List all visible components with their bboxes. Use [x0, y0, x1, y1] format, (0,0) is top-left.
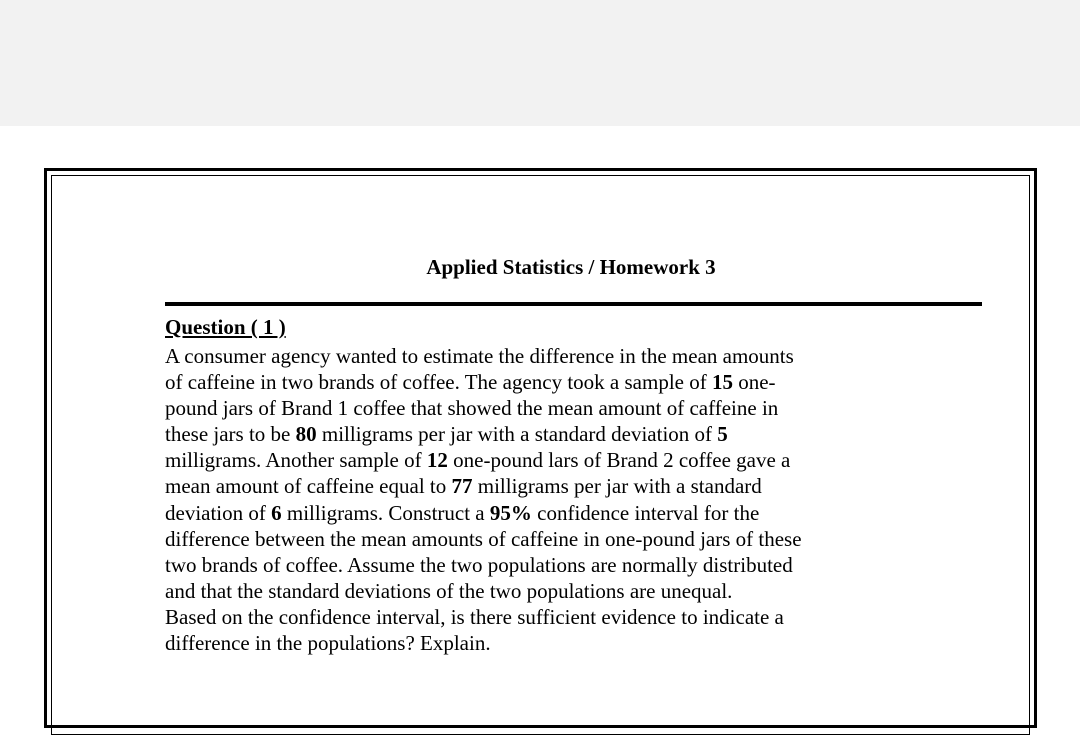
question-text: confidence interval for the [531, 500, 760, 525]
question-value: 95% [489, 500, 532, 525]
question-value: 5 [717, 422, 728, 447]
question-value: 12 [426, 448, 448, 473]
question-line [165, 500, 995, 526]
document-title: Applied Statistics / Homework 3 [426, 255, 716, 279]
question-line [165, 369, 995, 395]
question-value: 77 [451, 474, 473, 499]
question-line [165, 421, 995, 447]
question-line [165, 473, 995, 499]
question-text: Based on the confidence interval, is there sufficient evidence to indicate a [165, 604, 784, 629]
question-value: 6 [271, 500, 282, 525]
question-text: one-pound lars of Brand 2 coffee gave a [447, 448, 791, 473]
question-body [165, 343, 995, 656]
question-line [165, 447, 995, 473]
question-line [165, 395, 995, 421]
question-text: pound jars of Brand 1 coffee that showed the mean amount of caffeine in [165, 396, 779, 421]
question-text: mean amount of caffeine equal to [165, 474, 452, 499]
question-text: milligrams per jar with a standard deviation of [316, 422, 718, 447]
question-text: two brands of coffee. Assume the two populations are normally distributed [165, 552, 793, 577]
question-text: difference in the populations? Explain. [165, 631, 491, 656]
top-margin-band [0, 0, 1080, 126]
question-text: milligrams per jar with a standard [472, 474, 762, 499]
question-line [165, 578, 995, 604]
question-text: of caffeine in two brands of coffee. The agency took a sample of [165, 370, 712, 395]
question-heading: Question ( 1 ) [165, 315, 286, 339]
question-text: milligrams. Construct a [281, 500, 490, 525]
question-line [165, 552, 995, 578]
document-page-frame [44, 168, 1037, 728]
question-line [165, 526, 995, 552]
question-line [165, 630, 995, 656]
question-value: 80 [295, 422, 317, 447]
question-text: difference between the mean amounts of caffeine in one-pound jars of these [165, 526, 802, 551]
question-text: these jars to be [165, 422, 296, 447]
question-value: 15 [711, 370, 733, 395]
question-text: one- [732, 370, 776, 395]
question-text: and that the standard deviations of the two populations are unequal. [165, 578, 733, 603]
question-text: deviation of [165, 500, 272, 525]
question-text: milligrams. Another sample of [165, 448, 427, 473]
title-divider [165, 302, 982, 306]
question-line [165, 604, 995, 630]
question-line [165, 343, 995, 369]
question-text: A consumer agency wanted to estimate the difference in the mean amounts [165, 344, 794, 368]
